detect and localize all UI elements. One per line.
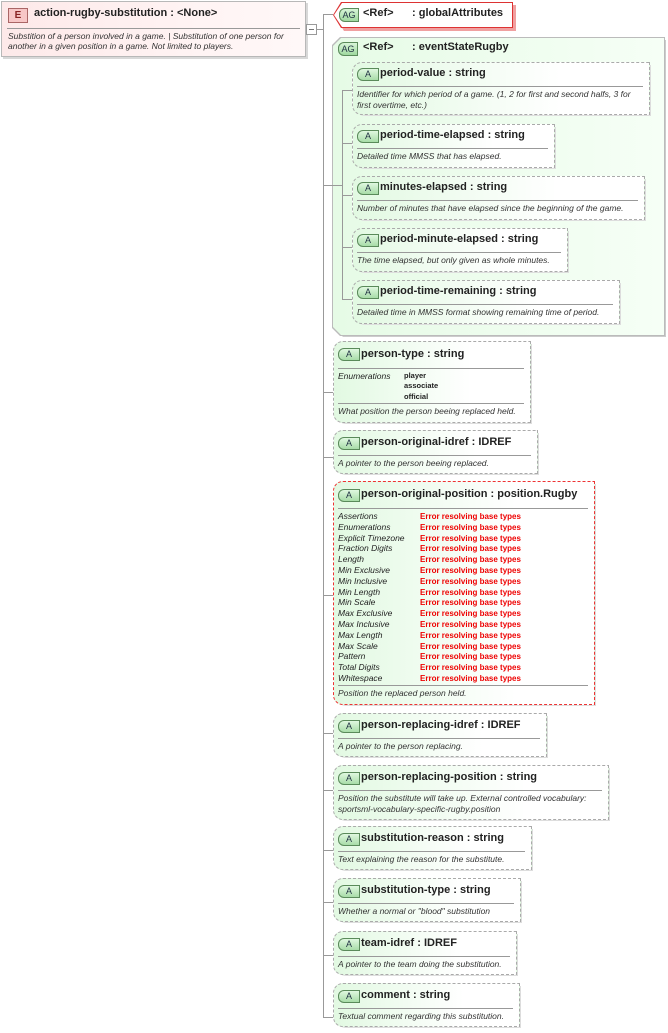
attribute-documentation: Whether a normal or "blood" substitution (338, 906, 491, 916)
attribute-icon: A (338, 833, 360, 846)
attribute-title: person-original-idref : IDREF (361, 436, 512, 448)
facet-row: Min Inclusive Error resolving base types (338, 575, 521, 586)
divider (357, 86, 643, 87)
attribute-period-time-remaining[interactable] (352, 280, 620, 324)
attribute-person-replacing-idref[interactable] (333, 713, 547, 757)
attribute-group-icon: AG (339, 8, 359, 22)
attribute-person-type[interactable] (333, 341, 531, 423)
divider (338, 508, 588, 509)
connector-line (342, 143, 352, 144)
attribute-documentation: Textual comment regarding this substitution. (338, 1011, 504, 1021)
attribute-documentation: Detailed time MMSS that has elapsed. (357, 151, 502, 161)
connector-line (342, 90, 352, 91)
attribute-minutes-elapsed[interactable] (352, 176, 645, 220)
facet-row: Max Scale Error resolving base types (338, 640, 521, 651)
connector-line (342, 247, 352, 248)
divider (338, 368, 524, 369)
attribute-documentation: What position the person beeing replaced held. (338, 406, 516, 416)
attribute-title: team-idref : IDREF (361, 937, 457, 949)
attribute-title: substitution-type : string (361, 884, 491, 896)
divider (338, 455, 531, 456)
facet-row: Enumerations Error resolving base types (338, 521, 521, 532)
ref-name: : eventStateRugby (412, 41, 509, 53)
attribute-icon: A (338, 489, 360, 502)
attribute-icon: A (338, 990, 360, 1003)
attribute-title: period-time-elapsed : string (380, 129, 525, 141)
attribute-period-value[interactable] (352, 62, 650, 115)
enumeration-value: player (404, 371, 427, 380)
attribute-period-minute-elapsed[interactable] (352, 228, 568, 272)
connector-trunk (323, 14, 324, 1018)
connector-line (323, 457, 333, 458)
attribute-documentation: A pointer to the person beeing replaced. (338, 458, 489, 468)
attribute-title: period-minute-elapsed : string (380, 233, 539, 245)
attribute-icon: A (357, 286, 379, 299)
attribute-icon: A (357, 130, 379, 143)
connector-line (323, 955, 333, 956)
facet-row: Min Exclusive Error resolving base types (338, 565, 521, 575)
connector-line (323, 790, 333, 791)
attribute-team-idref[interactable] (333, 931, 517, 975)
attribute-documentation: Text explaining the reason for the substitute. (338, 854, 505, 864)
element-documentation: Substition of a person involved in a game. | Substitution of one person for another in a given position in a game. Not limited to players. (8, 31, 284, 51)
divider (338, 738, 540, 739)
attribute-period-time-elapsed[interactable] (352, 124, 555, 168)
facet-row: Assertions Error resolving base types (338, 511, 521, 521)
facet-row: Whitespace Error resolving base types (338, 673, 521, 683)
facet-row: Max Inclusive Error resolving base types (338, 619, 521, 629)
ref-label: <Ref> (363, 7, 394, 19)
facet-row: Max Length Error resolving base types (338, 629, 521, 640)
attribute-title: period-value : string (380, 67, 486, 79)
enumeration-value: associate (404, 381, 439, 390)
facet-row: Min Scale Error resolving base types (338, 597, 521, 608)
facet-row: Max Exclusive Error resolving base types (338, 608, 521, 619)
attribute-title: period-time-remaining : string (380, 285, 537, 297)
facet-row: Fraction Digits Error resolving base types (338, 543, 521, 554)
facet-row: Length Error resolving base types (338, 554, 521, 565)
element-icon: E (8, 8, 28, 23)
connector-line (323, 850, 333, 851)
divider (338, 903, 514, 904)
attribute-icon: A (357, 182, 379, 195)
divider (7, 28, 300, 29)
connector-line (323, 14, 333, 15)
divider (338, 403, 524, 404)
attribute-icon: A (338, 938, 360, 951)
attribute-title: minutes-elapsed : string (380, 181, 508, 193)
attribute-group-icon: AG (338, 42, 358, 56)
divider (338, 1008, 513, 1009)
ref-label: <Ref> (363, 41, 394, 53)
attribute-documentation: Number of minutes that have elapsed since the beginning of the game. (357, 203, 624, 213)
connector-line (323, 1017, 333, 1018)
attribute-icon: A (338, 885, 360, 898)
collapse-toggle-icon[interactable] (306, 24, 317, 35)
divider (357, 252, 561, 253)
divider (357, 148, 548, 149)
attribute-documentation: A pointer to the team doing the substitution. (338, 959, 502, 969)
divider (357, 304, 613, 305)
attribute-documentation: The time elapsed, but only given as whole minutes. (357, 255, 550, 265)
facet-label: Enumerations (338, 371, 391, 381)
attribute-documentation: Position the substitute will take up. External controlled vocabulary: sportsml-vocabulary-specific-rugby.position (338, 793, 587, 814)
connector-line (342, 195, 352, 196)
attribute-documentation: A pointer to the person replacing. (338, 741, 463, 751)
attribute-comment[interactable] (333, 983, 520, 1027)
attribute-person-original-idref[interactable] (333, 430, 538, 474)
attribute-title: person-original-position : position.Rugby (361, 488, 578, 500)
element-title: action-rugby-substitution : <None> (34, 7, 218, 19)
divider (338, 851, 525, 852)
connector-line (342, 299, 352, 300)
attribute-icon: A (338, 772, 360, 785)
divider (357, 200, 638, 201)
facet-row: Min Length Error resolving base types (338, 586, 521, 597)
ref-name: : globalAttributes (412, 7, 504, 19)
attribute-title: person-type : string (361, 348, 465, 360)
attribute-documentation: Identifier for which period of a game. (1, 2 for first and second halfs, 3 for first overtime, etc.) (357, 89, 631, 110)
facet-row: Explicit Timezone Error resolving base types (338, 532, 521, 543)
attribute-title: person-replacing-idref : IDREF (361, 719, 521, 731)
attribute-icon: A (357, 234, 379, 247)
divider (338, 956, 510, 957)
root-element-box[interactable] (1, 1, 306, 57)
attribute-substitution-reason[interactable] (333, 826, 532, 870)
connector-line (323, 595, 333, 596)
attribute-documentation: Position the replaced person held. (338, 688, 467, 698)
connector-line (323, 902, 333, 903)
attribute-substitution-type[interactable] (333, 878, 521, 922)
attribute-icon: A (338, 348, 360, 361)
attribute-documentation: Detailed time in MMSS format showing remaining time of period. (357, 307, 600, 317)
attribute-title: comment : string (361, 989, 451, 1001)
attribute-title: person-replacing-position : string (361, 771, 538, 783)
attribute-icon: A (357, 68, 379, 81)
divider (338, 790, 602, 791)
facet-row: Pattern Error resolving base types (338, 651, 521, 662)
connector-line (323, 733, 333, 734)
attribute-person-original-position[interactable] (333, 481, 595, 705)
attribute-person-replacing-position[interactable] (333, 765, 609, 820)
divider (338, 685, 588, 686)
enumeration-value: official (404, 392, 429, 401)
connector-line (323, 185, 342, 186)
connector-line (323, 392, 333, 393)
attribute-title: substitution-reason : string (361, 832, 504, 844)
attribute-icon: A (338, 720, 360, 733)
facet-row: Total Digits Error resolving base types (338, 662, 521, 673)
attribute-icon: A (338, 437, 360, 450)
